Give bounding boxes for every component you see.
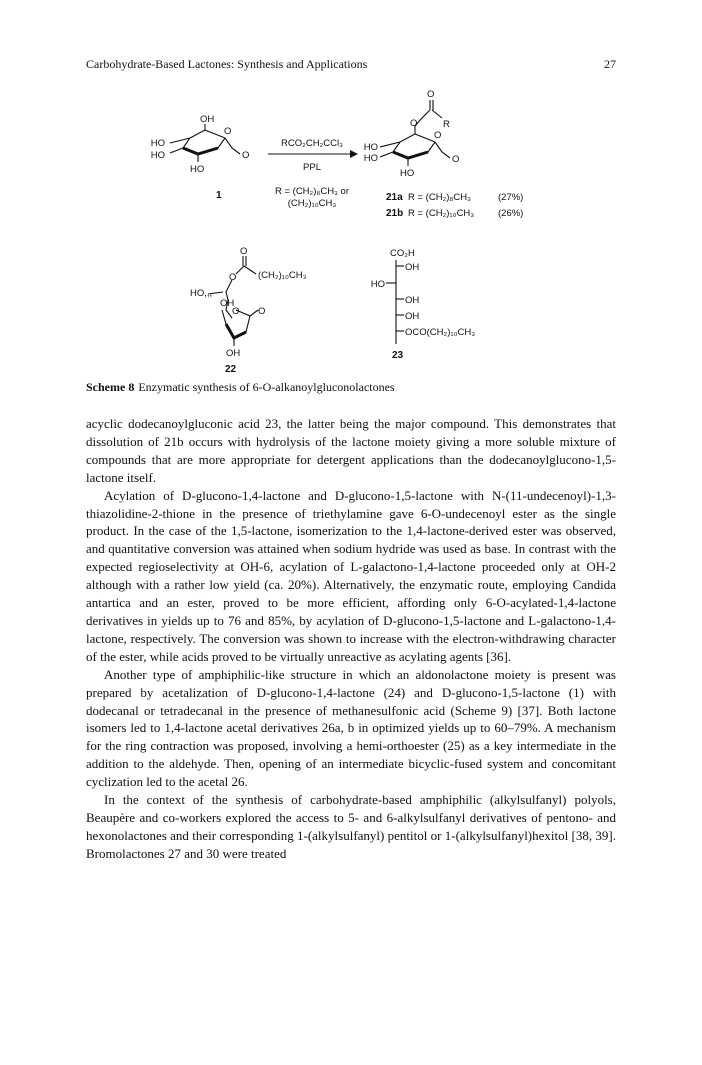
caption-label: Scheme 8 (86, 380, 135, 394)
compound-21a-r: R = (CH₂)₈CH₃ (408, 192, 471, 203)
reagent-top: RCO₂CH₂CCl₃ (281, 138, 343, 149)
page-header (86, 56, 616, 74)
paragraph-1: acyclic dodecanoylgluconic acid 23, the latter being the major compound. This demonstrates that dissolution of 21b occurs with hydrolysis of the lactone moiety giving a more soluble mixture of compounds that are more appropriate for detergent applications than the dodecanoylglucono-1,5-lactone itself. (86, 416, 616, 485)
atom-oh: OH (220, 298, 235, 309)
oco-chain-label: OCO(CH₂)₁₀CH₃ (405, 327, 476, 338)
compound-1-label: 1 (216, 190, 222, 201)
atom-ho: HO (363, 142, 378, 153)
atom-oh: OH (200, 114, 215, 125)
scheme-caption (86, 379, 616, 395)
compound-21b-r: R = (CH₂)₁₀CH₃ (408, 208, 475, 219)
compound-22-label: 22 (225, 364, 237, 375)
compound-21-structure (364, 89, 524, 219)
atom-o: O (452, 154, 460, 165)
atom-o: O (242, 150, 250, 161)
atom-o: O (434, 130, 442, 141)
atom-o: O (229, 272, 237, 283)
atom-r: R (443, 119, 450, 130)
atom-ho: HO (370, 279, 385, 290)
atom-o: O (240, 246, 248, 257)
reaction-arrow (268, 138, 358, 209)
page-number: 27 (604, 57, 616, 71)
atom-co2h: CO₂H (390, 248, 415, 259)
atom-oh: OH (405, 311, 420, 322)
atom-o: O (232, 306, 240, 317)
atom-oh: OH (405, 262, 420, 273)
body-text (86, 415, 616, 863)
paragraph-4: In the context of the synthesis of carbohydrate-based amphiphilic (alkylsulfanyl) polyols, Beaupère and co-workers explored the access to 5- and 6-alkylsulfanyl derivatives of pentono- and hexonolactones and their corresponding 1-(alkylsulfanyl) pentitol or 1-(alkylsulfanyl)hexitol [38, 39]. Bromolactones 27 and 30 were treated (86, 792, 616, 861)
r-definition-1: R = (CH₂)₈CH₃ or (274, 186, 350, 197)
atom-o: O (427, 89, 435, 100)
reagent-bottom: PPL (303, 162, 321, 173)
running-title: Carbohydrate-Based Lactones: Synthesis and Applications (86, 57, 368, 71)
scheme-drawing (86, 88, 616, 378)
chain-label: (CH₂)₁₀CH₃ (258, 270, 307, 281)
compound-23-label: 23 (392, 350, 404, 361)
compound-21a-label: 21a (386, 192, 403, 203)
compound-21b-label: 21b (386, 208, 404, 219)
paragraph-2: Acylation of D-glucono-1,4-lactone and D-glucono-1,5-lactone with N-(11-undecenoyl)-1,3-thiazolidine-2-thione in the presence of triethylamine gave 6-O-undecenoyl ester as the single product. In the case of the 1,5-lactone, isomerization to the 1,4-lactone-derived ester was observed, and quantitative conversion was attained when sodium hydride was used as base. In contrast with the expected regioselectivity at OH-6, acylation of L-galactono-1,4-lactone proceeded only at OH-2 although with a rather low yield (ca. 20%). Alternatively, the enzymatic route, employing Candida antartica and an ester, proved to be more efficient, affording only 6-O-acylated-1,4-lactone derivatives in yields up to 76 and 85%, by acylation of D-glucono-1,5-lactone and L-galactono-1,4-lactone, respectively. The conversion was shown to increase with the electron-withdrawing character of the ester, while acids proved to be virtually unreactive as acylating agents [36]. (86, 487, 616, 664)
atom-ho: HO (150, 150, 165, 161)
r-definition-2: (CH₂)₁₀CH₃ (287, 198, 337, 209)
atom-ho: HO (400, 168, 415, 179)
paragraph-3: Another type of amphiphilic-like structure in which an aldonolactone moiety is present was prepared by acetalization of D-glucono-1,4-lactone (24) and D-glucono-1,5-lactone (1) with dodecanal or tetradecanal in the presence of methanesulfonic acid (Scheme 9) [37]. Both lactone isomers led to 1,4-lactone acetal derivatives 26a, b in optimized yields up to 60–79%. A mechanism for the ring contraction was proposed, involving a hemi-orthoester (25) as a key intermediate in the addition to the aldehyde. Then, opening of an intermediate bicyclic-fused system and concomitant cyclization led to the acetal 26. (86, 666, 616, 790)
atom-o: O (258, 306, 266, 317)
atom-ho: HO (190, 164, 205, 175)
compound-1-structure (151, 114, 250, 201)
compound-22-structure (190, 246, 307, 375)
atom-o: O (410, 118, 418, 129)
atom-oh: OH (226, 348, 241, 359)
scheme-figure (86, 88, 616, 378)
caption-text: Enzymatic synthesis of 6-O-alkanoylgluconolactones (138, 380, 395, 394)
atom-ho: HO (363, 153, 378, 164)
compound-21a-yield: (27%) (498, 192, 524, 203)
atom-ho: HO (150, 138, 165, 149)
atom-ho-dots: HO,,, (190, 288, 213, 299)
compound-21b-yield: (26%) (498, 208, 524, 219)
atom-o: O (224, 126, 232, 137)
atom-oh: OH (405, 295, 420, 306)
compound-23-structure (371, 248, 475, 361)
